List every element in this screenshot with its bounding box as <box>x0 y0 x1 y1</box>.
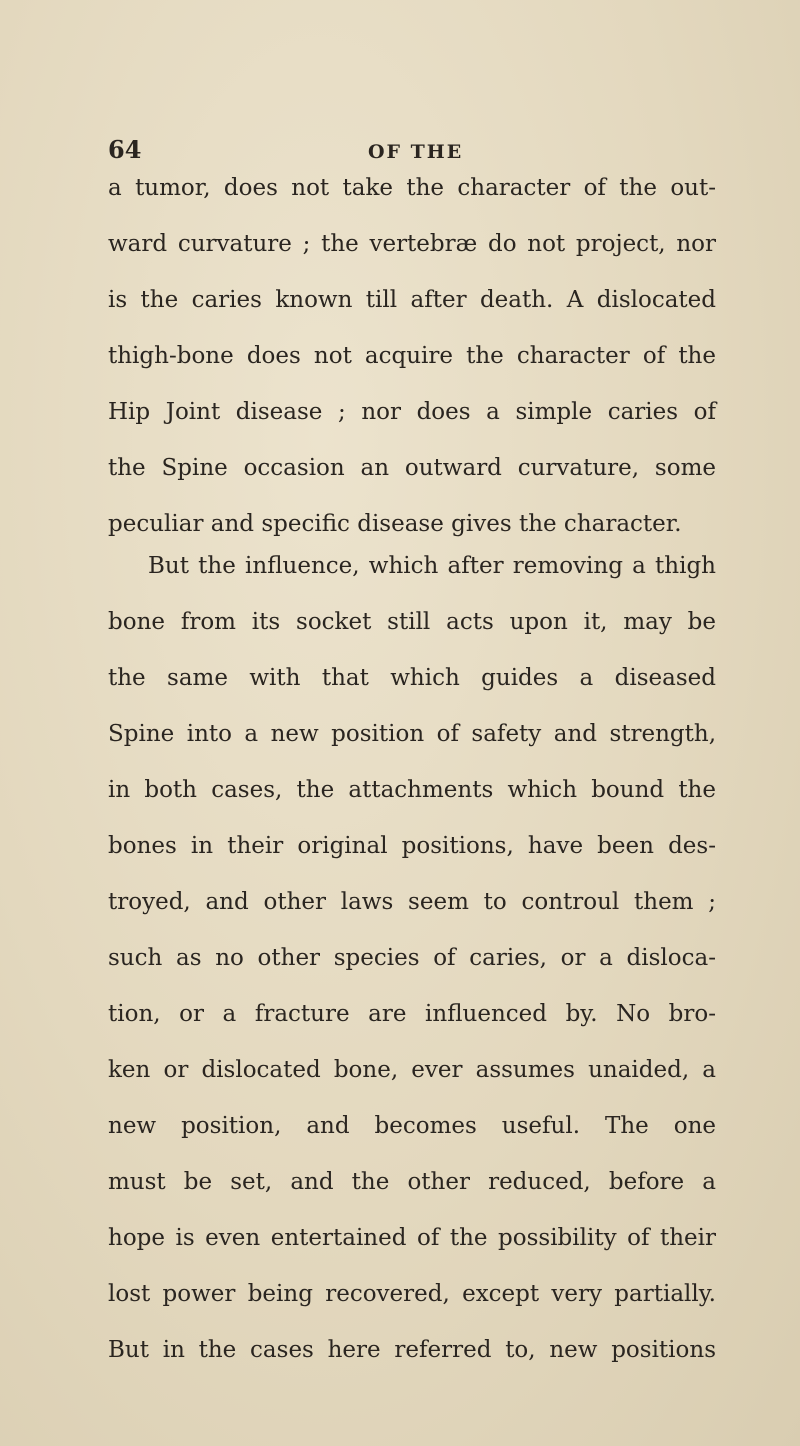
text-line: peculiar and specific disease gives the character. <box>108 511 682 537</box>
text-line: tion, or a fracture are influenced by. No bro- <box>108 1001 716 1027</box>
text-line: But the influence, which after removing a thigh <box>148 553 716 579</box>
text-line: the Spine occasion an outward curvature, some <box>108 455 716 481</box>
paragraph-1 <box>108 160 716 552</box>
text-line: must be set, and the other reduced, before a <box>108 1169 716 1195</box>
text-line: the same with that which guides a diseased <box>108 665 716 691</box>
text-line: lost power being recovered, except very partially. <box>108 1281 716 1307</box>
text-line: Hip Joint disease ; nor does a simple caries of <box>108 399 716 425</box>
text-line: new position, and becomes useful. The one <box>108 1113 716 1139</box>
text-line: in both cases, the attachments which bound the <box>108 777 716 803</box>
text-line: hope is even entertained of the possibility of their <box>108 1225 716 1251</box>
text-line: Spine into a new position of safety and strength, <box>108 721 716 747</box>
text-line: a tumor, does not take the character of the out- <box>108 175 716 201</box>
text-line: is the caries known till after death. A dislocated <box>108 287 716 313</box>
paragraph-2 <box>108 538 716 1378</box>
text-line: bones in their original positions, have been des- <box>108 833 716 859</box>
running-head-title: OF THE <box>368 141 464 163</box>
text-line: ken or dislocated bone, ever assumes unaided, a <box>108 1057 716 1083</box>
text-line: But in the cases here referred to, new positions <box>108 1337 716 1363</box>
text-line: thigh-bone does not acquire the character of the <box>108 343 716 369</box>
text-line: troyed, and other laws seem to controul them ; <box>108 889 716 915</box>
text-line: such as no other species of caries, or a disloca- <box>108 945 716 971</box>
text-line: ward curvature ; the vertebræ do not project, nor <box>108 231 716 257</box>
text-line: bone from its socket still acts upon it, may be <box>108 609 716 635</box>
page-number: 64 <box>108 135 142 164</box>
